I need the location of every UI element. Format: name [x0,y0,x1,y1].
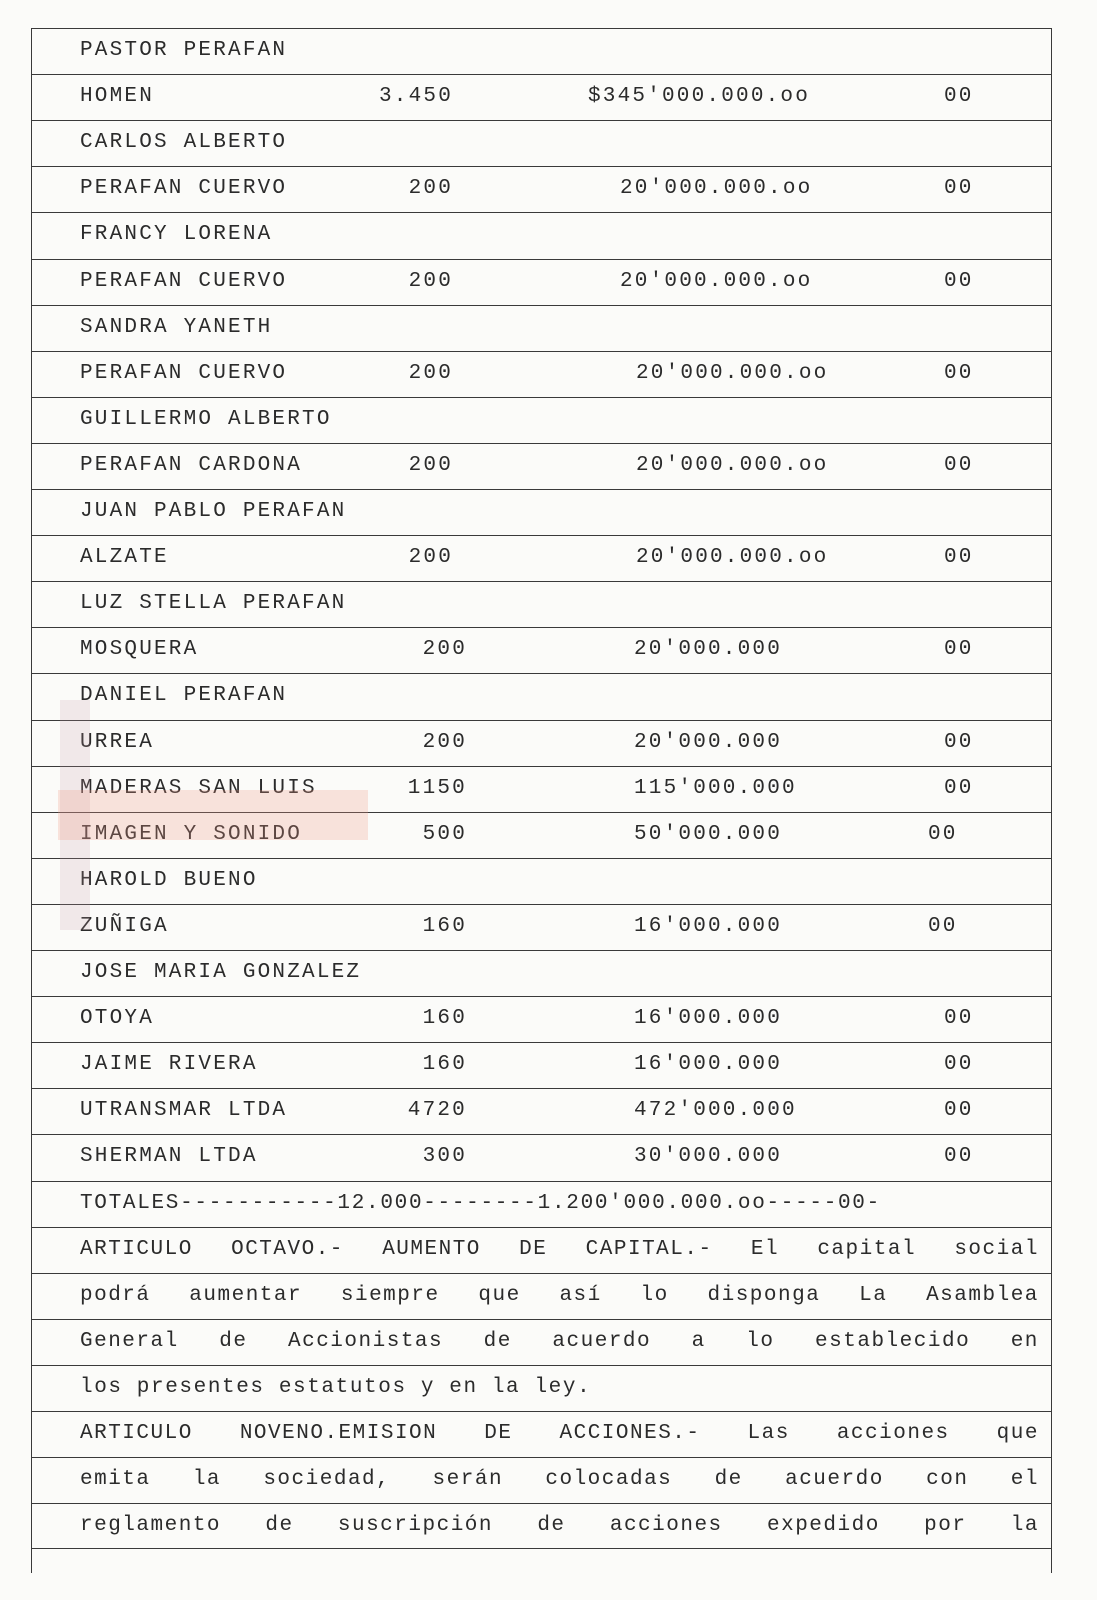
word: de [265,1514,294,1538]
decimal-value: 00 [944,361,974,385]
capital-value: 20'000.000.oo [636,361,829,385]
word: CAPITAL.- [585,1237,713,1261]
article-text-line: los presentes estatutos y en la ley. [80,1375,592,1399]
word: NOVENO.EMISION [239,1422,438,1445]
word: General [80,1329,179,1353]
share-count: 200 [408,177,453,201]
shareholder-detail-row [32,259,1051,305]
word: con [926,1468,969,1492]
word: lo [746,1329,775,1353]
article-text-line [80,1328,1039,1356]
shareholder-name-row [32,305,1051,351]
word: DE [519,1237,548,1261]
capital-value: 472'000.000 [634,1099,797,1123]
article-text-line [80,1512,1039,1540]
decimal-value: 00 [944,776,974,800]
word: aumentar [189,1283,303,1307]
shareholder-name: HAROLD BUENO [80,868,258,892]
word: lo [640,1283,669,1307]
shareholder-name: CARLOS ALBERTO [80,131,288,155]
capital-value: 20'000.000.oo [620,269,813,293]
word: podrá [80,1283,151,1307]
word: social [954,1237,1039,1261]
share-count: 160 [422,1053,467,1077]
word: suscripción [337,1514,493,1538]
capital-value: 16'000.000 [634,1007,783,1031]
word: Las [747,1422,790,1445]
decimal-value: 00 [944,269,974,293]
word: en [1010,1329,1039,1353]
shareholder-surname: ZUÑIGA [80,914,169,938]
shareholder-surname: PERAFAN CUERVO [80,177,288,201]
word: ARTICULO [80,1422,193,1445]
share-count: 160 [422,1007,467,1031]
decimal-value: 00 [944,453,974,477]
shareholder-surname: JAIME RIVERA [80,1053,258,1077]
article-text-line [80,1420,1039,1448]
decimal-value: 00 [944,1007,974,1031]
capital-value: 16'000.000 [634,1053,783,1077]
word: reglamento [80,1514,222,1538]
shareholder-surname: MADERAS SAN LUIS [80,776,317,800]
capital-value: 20'000.000.oo [620,177,813,201]
article-text-row [32,1227,1051,1273]
shareholder-name-row [32,28,1051,74]
shareholder-name-row [32,858,1051,904]
word: que [996,1422,1039,1445]
shareholder-surname: URREA [80,730,155,754]
word: expedido [766,1514,880,1538]
shareholder-name-row [32,950,1051,996]
shareholder-detail-row [32,996,1051,1042]
shareholder-detail-row [32,766,1051,812]
word: de [219,1329,248,1353]
word: la [1010,1514,1039,1538]
word: siempre [340,1283,440,1307]
shareholder-name: JOSE MARIA GONZALEZ [80,961,362,984]
word: Asamblea [926,1283,1039,1307]
article-text-row [32,1411,1051,1457]
share-count: 4720 [407,1099,467,1123]
shareholder-surname: UTRANSMAR LTDA [80,1099,288,1123]
word: colocadas [545,1468,673,1492]
decimal-value: 00 [944,1145,974,1169]
share-count: 1150 [407,776,467,800]
shareholder-detail-row [32,535,1051,581]
shareholder-detail-row [32,1088,1051,1134]
totals-line: TOTALES-----------12.000--------1.200'000.000.oo-----00- [80,1191,881,1215]
capital-value: 20'000.000.oo [636,546,829,570]
capital-value: $345'000.000.oo [588,85,811,109]
article-text-row [32,1365,1051,1411]
shareholder-name-row [32,397,1051,443]
word: DE [484,1422,513,1445]
capital-value: 20'000.000.oo [636,453,829,477]
word: La [859,1283,888,1307]
decimal-value: 00 [944,638,974,662]
word: de [537,1514,566,1538]
shareholder-name-row [32,120,1051,166]
shareholder-detail-row [32,443,1051,489]
shareholder-name-row [32,212,1051,258]
shareholder-detail-row [32,351,1051,397]
decimal-value: 00 [944,85,974,109]
word: a [691,1329,706,1353]
shareholder-name: PASTOR PERAFAN [80,39,288,62]
word: acuerdo [552,1329,652,1353]
decimal-value: 00 [944,1099,974,1123]
share-count: 200 [422,638,467,662]
share-count: 160 [422,914,467,938]
article-text-line [80,1282,1039,1310]
share-count: 3.450 [378,85,453,109]
article-text-row [32,1319,1051,1365]
capital-value: 30'000.000 [634,1145,783,1169]
decimal-value: 00 [944,730,974,754]
shareholder-surname: OTOYA [80,1007,155,1031]
capital-value: 50'000.000 [634,822,783,846]
word: emita [80,1468,151,1492]
shareholder-name: DANIEL PERAFAN [80,684,288,708]
word: de [714,1468,743,1492]
share-count: 200 [408,453,453,477]
article-text-line [80,1236,1039,1264]
totals-row [32,1181,1051,1227]
article-text-row [32,1457,1051,1503]
shareholder-detail-row [32,720,1051,766]
decimal-value: 00 [928,914,958,938]
word: establecido [815,1329,971,1353]
word: por [924,1514,967,1538]
shareholder-detail-row [32,812,1051,858]
word: serán [432,1468,504,1492]
word: el [1010,1468,1039,1492]
word: Accionistas [288,1329,444,1353]
shareholder-detail-row [32,74,1051,120]
shareholder-surname: PERAFAN CUERVO [80,269,288,293]
word: acciones [609,1514,723,1538]
article-text-line [80,1466,1039,1494]
shareholder-name: FRANCY LORENA [80,223,273,247]
decimal-value: 00 [944,177,974,201]
shareholder-name: LUZ STELLA PERAFAN [80,592,347,616]
decimal-value: 00 [944,546,974,570]
share-count: 200 [408,269,453,293]
shareholder-detail-row [32,627,1051,673]
shareholder-detail-row [32,1042,1051,1088]
shareholder-surname: SHERMAN LTDA [80,1145,258,1169]
shareholder-name: SANDRA YANETH [80,315,273,339]
word: disponga [707,1283,821,1307]
word: acuerdo [785,1468,884,1492]
capital-value: 20'000.000 [634,730,783,754]
decimal-value: 00 [928,822,958,846]
shareholder-surname: PERAFAN CUERVO [80,361,288,385]
shareholder-detail-row [32,904,1051,950]
word: AUMENTO [382,1237,481,1261]
word: de [483,1329,512,1353]
word: capital [817,1237,917,1261]
shareholder-name: JUAN PABLO PERAFAN [80,500,347,523]
word: El [750,1237,780,1261]
share-count: 200 [422,730,467,754]
shareholder-name: GUILLERMO ALBERTO [80,407,332,431]
word: ARTICULO [80,1237,193,1261]
capital-value: 20'000.000 [634,638,783,662]
word: así [559,1283,602,1307]
decimal-value: 00 [944,1053,974,1077]
article-text-row [32,1503,1051,1549]
article-text-row [32,1273,1051,1319]
shareholder-surname: IMAGEN Y SONIDO [80,822,303,846]
capital-value: 16'000.000 [634,914,783,938]
shareholder-surname: HOMEN [80,85,155,109]
shareholder-detail-row [32,1134,1051,1180]
share-count: 300 [422,1145,467,1169]
word: sociedad, [263,1468,391,1492]
shareholder-detail-row [32,166,1051,212]
shareholder-name-row [32,489,1051,535]
shareholder-surname: PERAFAN CARDONA [80,453,303,477]
shareholder-name-row [32,581,1051,627]
word: OCTAVO.- [231,1237,344,1261]
word: ACCIONES.- [559,1422,701,1445]
share-count: 200 [408,546,453,570]
share-count: 200 [408,361,453,385]
shareholder-name-row [32,673,1051,719]
shareholder-surname: ALZATE [80,546,169,570]
word: acciones [836,1422,950,1445]
share-count: 500 [422,822,467,846]
document-page [31,28,1052,1573]
capital-value: 115'000.000 [634,776,797,800]
word: que [478,1283,521,1307]
word: la [192,1468,222,1492]
shareholder-surname: MOSQUERA [80,638,199,662]
